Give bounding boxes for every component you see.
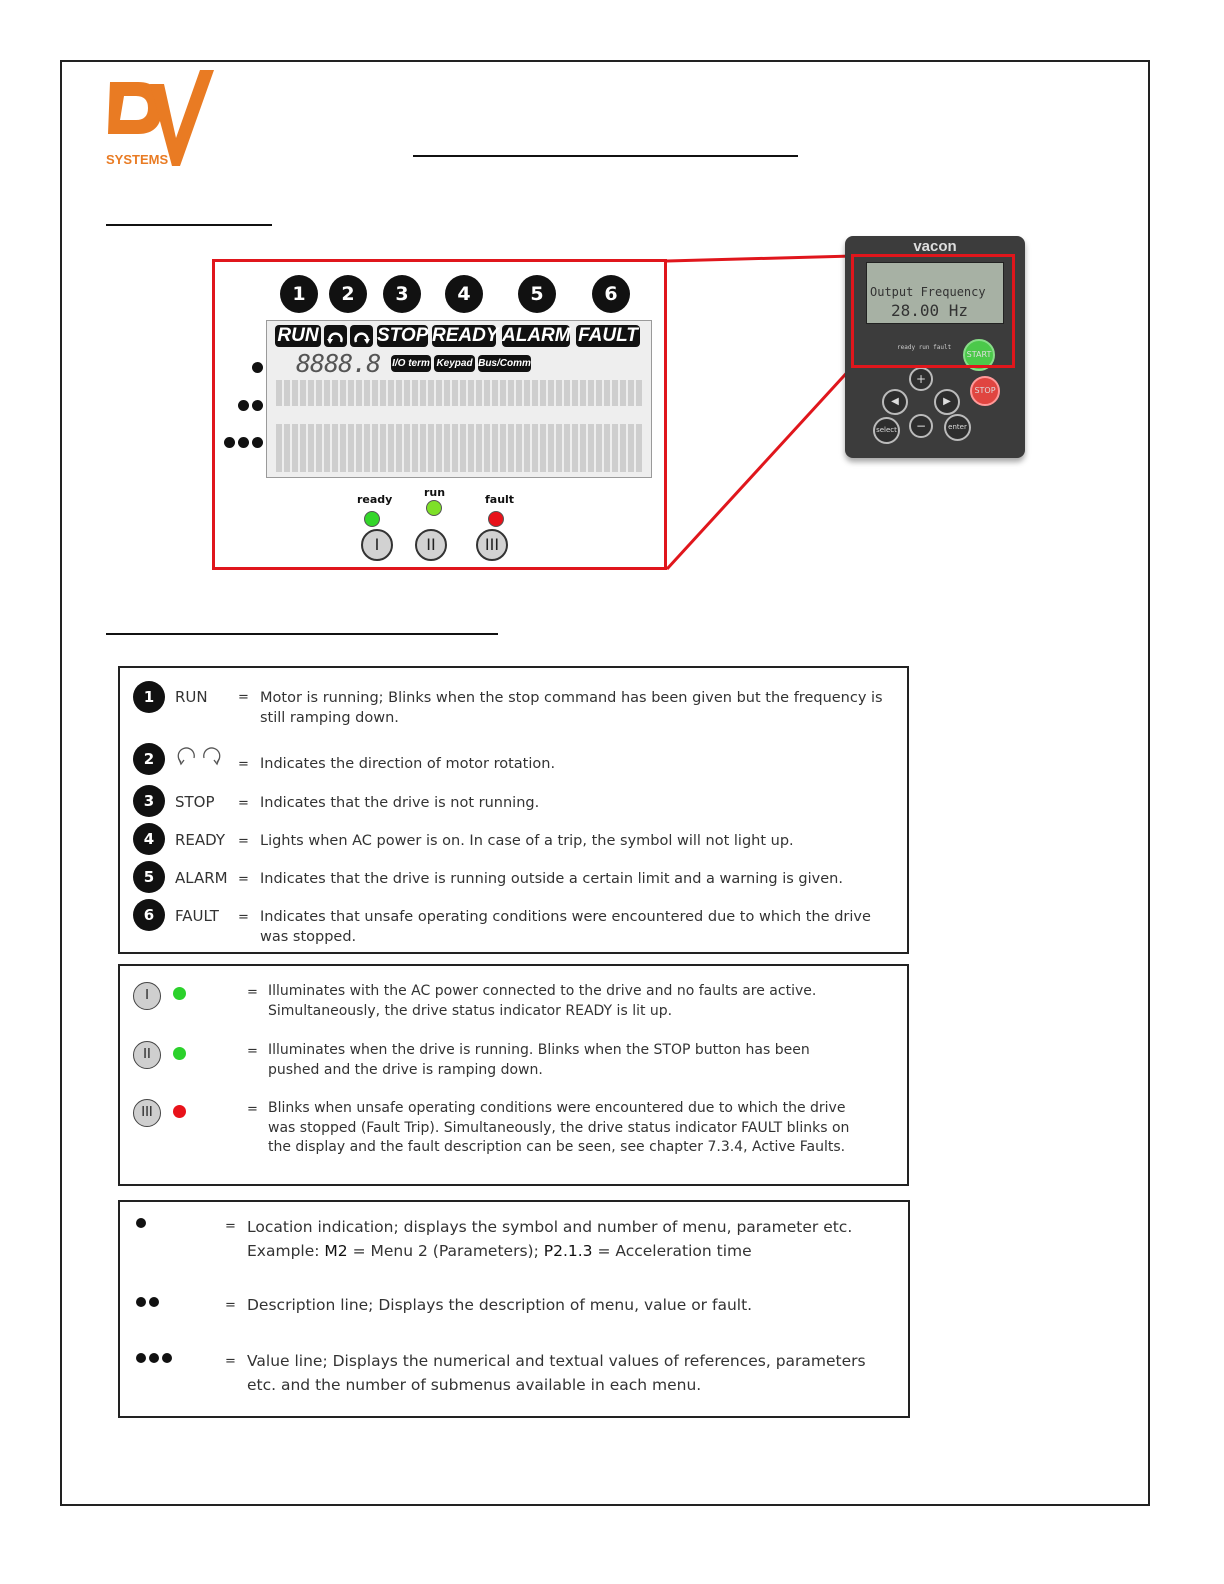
status-row-5-number: 5 [133,861,165,893]
status-row-4-number: 4 [133,823,165,855]
status-row-6-eq: = [238,910,249,925]
indicator-run: RUN [275,325,321,347]
status-row-2-number: 2 [133,743,165,775]
led-button-ii: II [415,529,447,561]
section-underline-2 [106,633,498,635]
keypad-enter-button[interactable]: enter [944,414,971,441]
lcd-value-segments [276,424,644,472]
line-row-2-dot-b [149,1297,159,1307]
line-row-1-example: Example: M2 = Menu 2 (Parameters); P2.1.3 = Acceleration time [247,1242,752,1260]
led-button-iii: III [476,529,508,561]
line-marker-dot-3c [252,437,263,448]
source-io-term: I/O term [391,355,431,372]
rotation-cw-icon [350,325,373,347]
keypad-zoom-box [851,254,1015,368]
line-row-3-dot-c [162,1353,172,1363]
status-row-4-term: READY [175,831,226,849]
source-bus-comm: Bus/Comm [478,355,531,372]
keypad-right-button[interactable]: ▶ [934,389,960,415]
line-row-3-dot-a [136,1353,146,1363]
lcd-location-digits: 8888.8 [296,349,381,378]
line-row-2-desc: Description line; Displays the description of menu, value or fault. [247,1296,753,1314]
line-marker-dot-3b [238,437,249,448]
lcd-description-segments [276,380,644,406]
status-row-5-term: ALARM [175,869,228,887]
keypad-led-labels: ready run fault [897,344,952,351]
line-row-1-text: Location indication; displays the symbol and number of menu, parameter etc. [247,1218,853,1236]
line-marker-dot-2b [252,400,263,411]
example-code-p213: P2.1.3 [543,1242,593,1260]
section-underline-1 [106,224,272,226]
keypad-select-button[interactable]: select [873,417,900,444]
status-row-4-eq: = [238,834,249,849]
callout-number-2: 2 [329,275,367,313]
led-row-3-eq: = [247,1102,258,1117]
status-row-5-desc: Indicates that the drive is running outside a certain limit and a warning is given. [260,871,843,887]
title-underline [413,155,798,157]
line-marker-dot-3a [224,437,235,448]
led-row-1-desc: Illuminates with the AC power connected to the drive and no faults are active. Simultaneously, the drive status indicator READY is lit up. [268,983,817,1019]
keypad-up-button[interactable]: + [909,367,933,391]
line-row-3-dot-b [149,1353,159,1363]
rotation-ccw-icon [324,325,347,347]
status-row-6-term: FAULT [175,907,219,925]
example-code-m2: M2 [324,1242,348,1260]
status-row-2-eq: = [238,757,249,772]
keypad-left-button[interactable]: ◀ [882,389,908,415]
status-row-6-desc: Indicates that unsafe operating conditions were encountered due to which the drive was stopped. [260,909,871,945]
line-row-1-desc [247,1215,887,1263]
keypad-stop-button[interactable]: STOP [970,376,1000,406]
status-row-4-desc: Lights when AC power is on. In case of a trip, the symbol will not light up. [260,833,794,849]
keypad-brand: vacon [913,238,957,255]
line-row-2-dot-a [136,1297,146,1307]
keypad-lcd-line2: 28.00 Hz [891,301,969,320]
indicator-fault: FAULT [576,325,640,347]
keypad-down-button[interactable]: − [909,414,933,438]
status-row-3-number: 3 [133,785,165,817]
led-row-3-light [173,1105,186,1118]
status-row-1-eq: = [238,690,249,705]
callout-number-4: 4 [445,275,483,313]
led-row-2-light [173,1047,186,1060]
led-row-1-eq: = [247,985,258,1000]
rotation-arrows-icon [174,744,224,768]
rotation-direction-icons [174,744,224,768]
status-row-1-desc: Motor is running; Blinks when the stop command has been given but the frequency is still ramping down. [260,690,883,726]
line-marker-dot-1 [252,362,263,373]
led-run [426,500,442,516]
dv-systems-logo [104,68,216,172]
status-row-3-eq: = [238,796,249,811]
line-row-1-dot [136,1218,146,1228]
led-button-i: I [361,529,393,561]
led-label-fault: fault [485,493,515,506]
led-row-2-desc: Illuminates when the drive is running. Blinks when the STOP button has been pushed and the drive is ramping down. [268,1042,810,1078]
source-keypad: Keypad [434,355,475,372]
line-row-1-eq: = [225,1219,236,1234]
led-row-1-button: I [133,982,161,1010]
status-row-1-term: RUN [175,688,208,706]
led-label-ready: ready [357,493,393,506]
status-row-6-number: 6 [133,899,165,931]
line-row-2-eq: = [225,1298,236,1313]
indicator-ready: READY [432,325,499,346]
line-row-3-desc: Value line; Displays the numerical and textual values of references, parameters etc. and the number of submenus available in each menu. [247,1352,866,1394]
line-marker-dot-2a [238,400,249,411]
callout-number-3: 3 [383,275,421,313]
led-row-3-button: III [133,1099,161,1127]
led-ready [364,511,380,527]
led-row-2-button: II [133,1041,161,1069]
led-row-1-light [173,987,186,1000]
line-row-3-eq: = [225,1354,236,1369]
indicator-stop: STOP [377,325,429,346]
callout-number-6: 6 [592,275,630,313]
status-row-5-eq: = [238,872,249,887]
status-row-1-number: 1 [133,681,165,713]
status-row-2-desc: Indicates the direction of motor rotation. [260,756,556,772]
status-row-3-desc: Indicates that the drive is not running. [260,795,540,811]
callout-number-5: 5 [518,275,556,313]
logo-systems-text: SYSTEMS [106,152,169,167]
indicator-alarm: ALARM [502,325,571,346]
led-row-2-eq: = [247,1044,258,1059]
keypad-start-button[interactable]: START [963,339,995,371]
led-label-run: run [424,486,446,499]
keypad-lcd-line1: Output Frequency [870,285,986,299]
callout-number-1: 1 [280,275,318,313]
status-row-3-term: STOP [175,793,215,811]
led-row-3-desc: Blinks when unsafe operating conditions were encountered due to which the drive was stopped (Fault Trip). Simultaneously, the drive status indicator FAULT blinks on the display and the fault description can be seen, see chapter 7.3.4, Active Faults. [268,1100,850,1155]
led-fault [488,511,504,527]
